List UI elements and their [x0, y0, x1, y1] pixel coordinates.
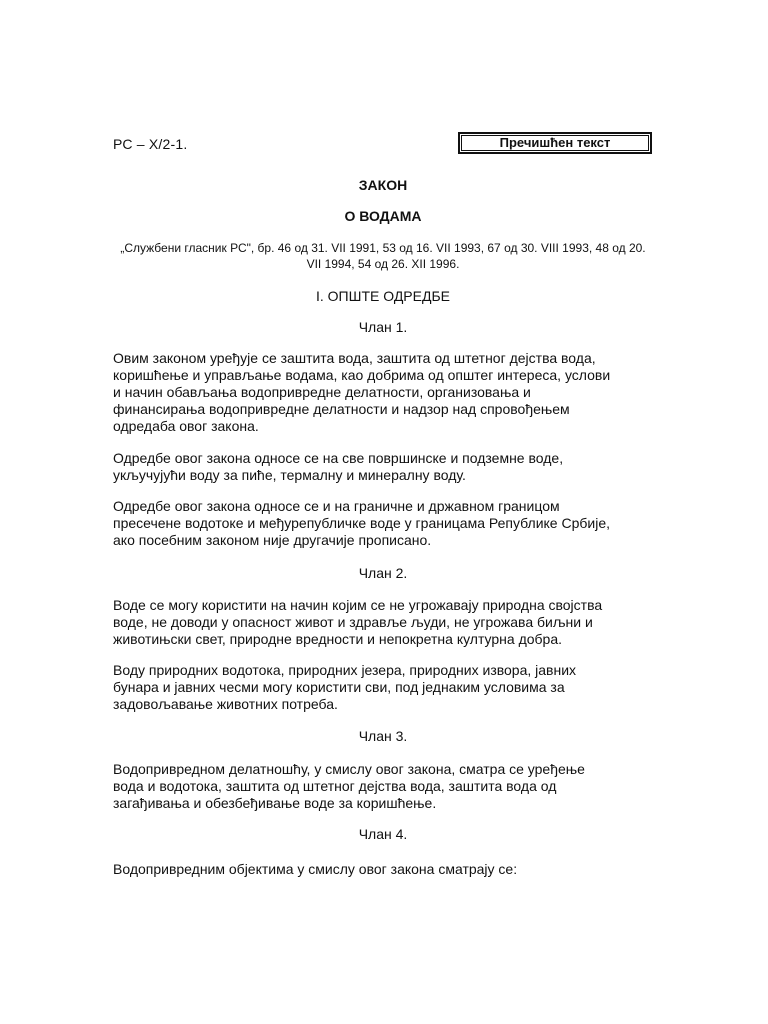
- article-heading: Члан 2.: [358, 565, 408, 581]
- article-paragraph: Овим законом уређује се заштита вода, заштита од штетног дејства вода, коришћење и управљање водама, као добрима од општег интереса, услови и начин обављања водопривредне делатности, организовања и финансирања водопривредне делатности и надзор над спровођењем одредаба овог закона.: [113, 350, 611, 434]
- badge-inner-frame: [461, 135, 649, 151]
- gazette-reference: „Службени гласник РС", бр. 46 од 31. VII 1991, 53 од 16. VII 1993, 67 од 30. VIII 1993, 48 од 20. VII 1994, 54 од 26. XII 1996.: [120, 241, 646, 271]
- article-heading: Члан 1.: [358, 319, 408, 335]
- document-reference: РС – X/2-1.: [113, 136, 188, 152]
- article-paragraph: Водопривредном делатношћу, у смислу овог закона, сматра се уређење вода и водотока, заштита од штетног дејства вода, заштита вода од загађивања и обезбеђивање воде за коришћење.: [113, 761, 585, 811]
- badge-label: Пречишћен текст: [499, 135, 611, 150]
- consolidated-text-badge: [458, 132, 652, 154]
- article-heading: Члан 3.: [358, 728, 408, 744]
- section-heading: I. ОПШТЕ ОДРЕДБЕ: [316, 288, 450, 304]
- article-paragraph: Воду природних водотока, природних језера, природних извора, јавних бунара и јавних чесми могу користити сви, под једнаким условима за задовољавање животних потреба.: [113, 662, 577, 712]
- article-paragraph: Одредбе овог закона односе се и на граничне и државном границом пресечене водотоке и међурепубличке воде у границама Републике Србије, ако посебним законом није другачије прописано.: [113, 498, 610, 548]
- law-subtitle: О ВОДАМА: [344, 208, 422, 224]
- article-paragraph: Одредбе овог закона односе се на све површинске и подземне воде, укључујући воду за пиће, термалну и минералну воду.: [113, 450, 564, 483]
- article-paragraph: Воде се могу користити на начин којим се не угрожавају природна својства воде, не доводи у опасност живот и здравље људи, не угрожава биљни и животињски свет, природне вредности и непокретна културна добра.: [113, 597, 603, 647]
- article-paragraph: Водопривредним објектима у смислу овог закона сматрају се:: [113, 861, 518, 877]
- article-heading: Члан 4.: [358, 826, 408, 842]
- law-title: ЗАКОН: [358, 177, 408, 193]
